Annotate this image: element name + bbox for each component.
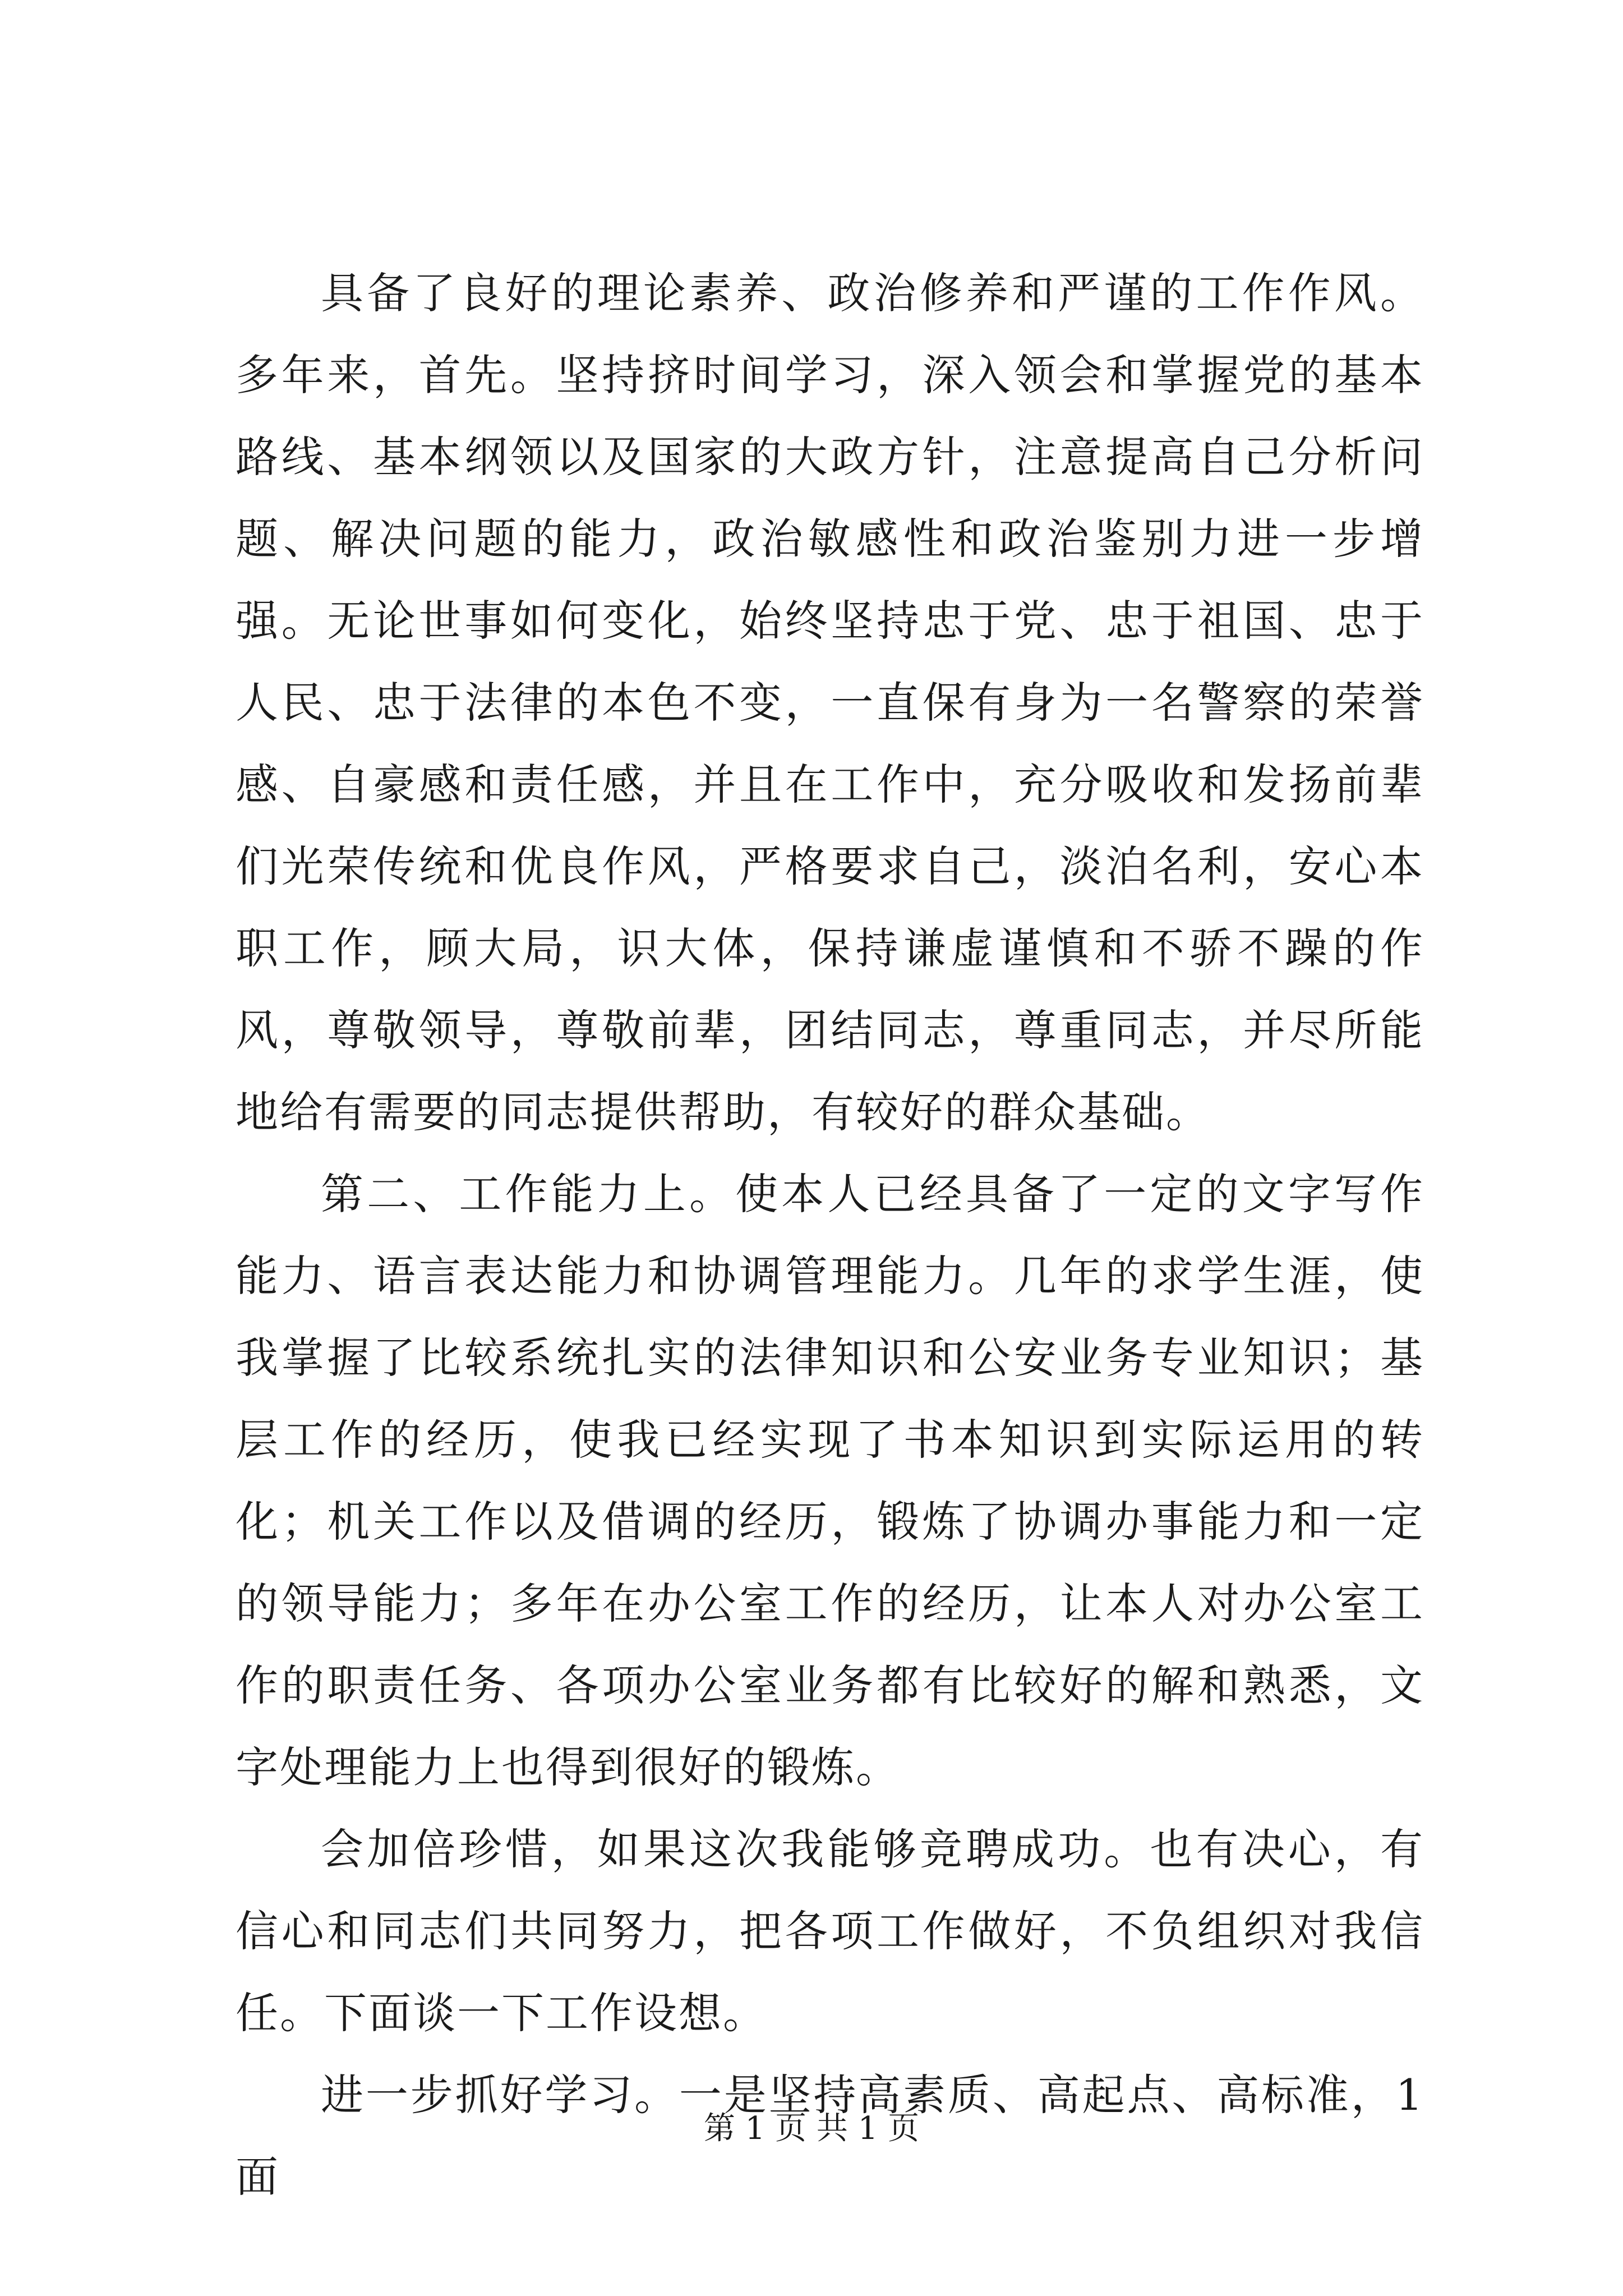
paragraph-3: 会加倍珍惜，如果这次我能够竞聘成功。也有决心，有信心和同志们共同努力，把各项工作做好，不负组织对我信任。下面谈一下工作设想。 [236, 1824, 1424, 2038]
document-body [236, 252, 1424, 2218]
paragraph-1: 具备了良好的理论素养、政治修养和严谨的工作作风。多年来，首先。坚持挤时间学习，深入领会和掌握党的基本路线、基本纲领以及国家的大政方针，注意提高自己分析问题、解决问题的能力，政治敏感性和政治鉴别力进一步增强。无论世事如何变化，始终坚持忠于党、忠于祖国、忠于人民、忠于法律的本色不变，一直保有身为一名警察的荣誉感、自豪感和责任感，并且在工作中，充分吸收和发扬前辈们光荣传统和优良作风，严格要求自己，淡泊名利，安心本职工作，顾大局，识大体，保持谦虚谨慎和不骄不躁的作风，尊敬领导，尊敬前辈，团结同志，尊重同志，并尽所能地给有需要的同志提供帮助，有较好的群众基础。 [236, 268, 1424, 1137]
page-footer: 第 1 页 共 1 页 [703, 2110, 920, 2147]
paragraph-4: 进一步抓好学习。一是坚持高素质、高起点、高标准，1面 [236, 2070, 1424, 2202]
paragraph-2: 第二、工作能力上。使本人已经具备了一定的文字写作能力、语言表达能力和协调管理能力。几年的求学生涯，使我掌握了比较系统扎实的法律知识和公安业务专业知识；基层工作的经历，使我已经实现了书本知识到实际运用的转化；机关工作以及借调的经历，锻炼了协调办事能力和一定的领导能力；多年在办公室工作的经历，让本人对办公室工作的职责任务、各项办公室业务都有比较好的解和熟悉，文字处理能力上也得到很好的锻炼。 [236, 1169, 1424, 1792]
